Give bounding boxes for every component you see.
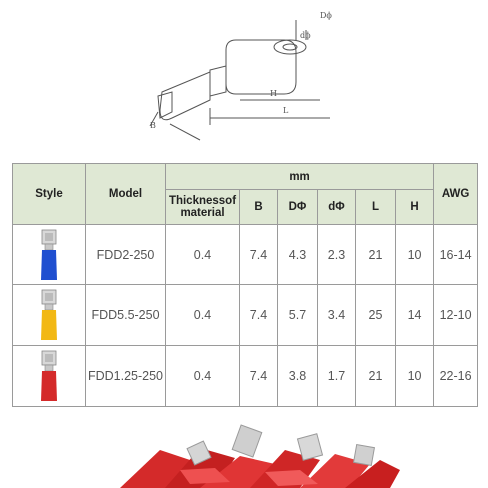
header-model: Model (86, 164, 166, 225)
style-image-cell (13, 285, 86, 346)
header-awg: AWG (434, 164, 478, 225)
table-row (13, 285, 478, 346)
l-cell: 21 (356, 225, 396, 285)
thickness-cell: 0.4 (166, 346, 240, 407)
D-cell: 3.8 (278, 346, 318, 407)
dim-label-D: Dϕ (320, 11, 332, 20)
yellow-terminal-icon (37, 288, 61, 342)
awg-cell: 22-16 (434, 346, 478, 407)
d-cell: 1.7 (318, 346, 356, 407)
b-cell: 7.4 (240, 346, 278, 407)
red-terminals-pile (120, 425, 400, 488)
blue-terminal-icon (37, 228, 61, 282)
thickness-cell: 0.4 (166, 285, 240, 346)
D-cell: 5.7 (278, 285, 318, 346)
dim-label-L: L (283, 106, 289, 115)
header-thickness: Thicknessof material (166, 190, 240, 225)
dim-label-B: B (150, 121, 156, 130)
dim-label-H: H (270, 89, 277, 98)
red-terminal-icon (37, 349, 61, 403)
awg-cell: 16-14 (434, 225, 478, 285)
receptacle-outline (160, 72, 210, 120)
header-d: dΦ (318, 190, 356, 225)
table-row (13, 346, 478, 407)
header-style: Style (13, 164, 86, 225)
thickness-cell: 0.4 (166, 225, 240, 285)
d-cell: 2.3 (318, 225, 356, 285)
header-l: L (356, 190, 396, 225)
b-cell: 7.4 (240, 285, 278, 346)
l-cell: 21 (356, 346, 396, 407)
spec-table (12, 163, 478, 407)
terminal-dimension-diagram (0, 0, 488, 160)
h-cell: 14 (396, 285, 434, 346)
sleeve-end (274, 40, 306, 54)
header-mm: mm (166, 164, 434, 190)
header-h: H (396, 190, 434, 225)
h-cell: 10 (396, 346, 434, 407)
b-cell: 7.4 (240, 225, 278, 285)
model-cell: FDD5.5-250 (86, 285, 166, 346)
d-cell: 3.4 (318, 285, 356, 346)
sleeve-outline (226, 40, 296, 94)
style-image-cell (13, 225, 86, 285)
table-row (13, 225, 478, 285)
l-cell: 25 (356, 285, 396, 346)
neck-outline (210, 66, 226, 96)
D-cell: 4.3 (278, 225, 318, 285)
awg-cell: 12-10 (434, 285, 478, 346)
model-cell: FDD2-250 (86, 225, 166, 285)
header-b: B (240, 190, 278, 225)
terminals-photo (0, 420, 488, 488)
h-cell: 10 (396, 225, 434, 285)
header-D: DΦ (278, 190, 318, 225)
model-cell: FDD1.25-250 (86, 346, 166, 407)
dim-label-d: dϕ (300, 31, 311, 40)
style-image-cell (13, 346, 86, 407)
